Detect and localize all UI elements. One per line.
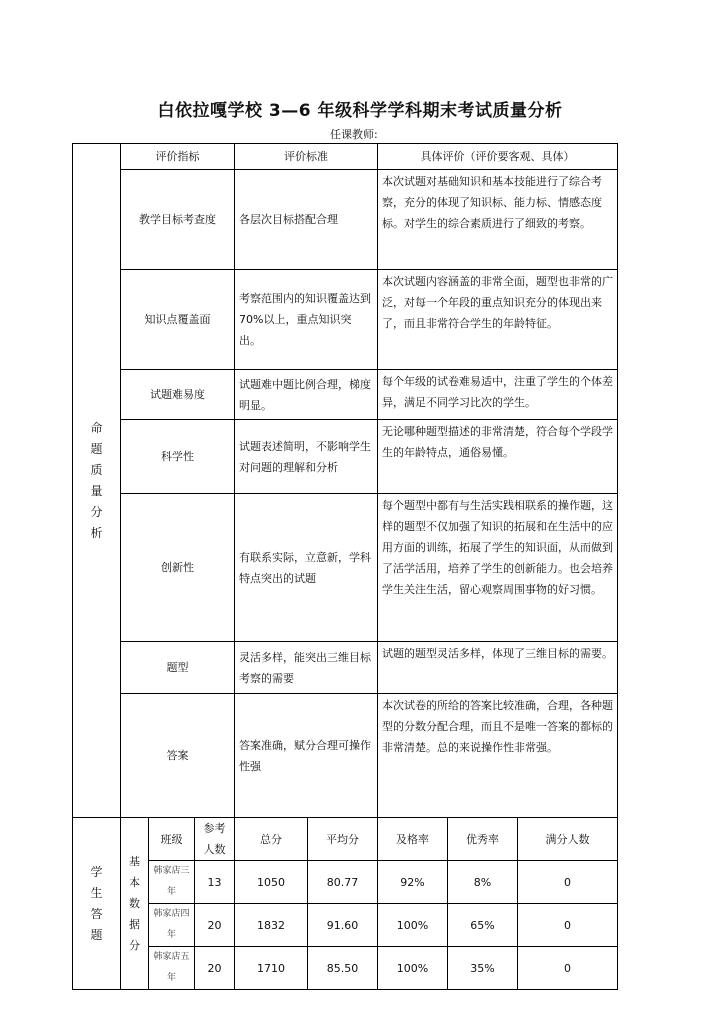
stat-cell-full: 0	[518, 861, 618, 904]
stat-cell-count: 13	[195, 861, 235, 904]
stat-cell-excellent: 35%	[448, 947, 518, 990]
evaluation-cell: 试题的题型灵活多样，体现了三维目标的需要。	[378, 642, 618, 694]
header-indicator: 评价指标	[121, 144, 235, 170]
standard-cell: 试题难中题比例合理，梯度明显。	[235, 370, 378, 420]
header-class: 班级	[149, 818, 195, 861]
indicator-cell: 创新性	[121, 494, 235, 642]
table-row	[73, 370, 618, 420]
stat-cell-count: 20	[195, 904, 235, 947]
header-standard: 评价标准	[235, 144, 378, 170]
class-name-cell: 韩家店五年	[149, 947, 195, 990]
teacher-label: 任课教师:	[330, 128, 378, 141]
table-row	[73, 420, 618, 494]
table-row	[73, 170, 618, 270]
header-pass-rate: 及格率	[378, 818, 448, 861]
section-label-question-quality: 命 题 质 量 分 析	[73, 144, 121, 818]
table-row	[73, 494, 618, 642]
indicator-cell: 科学性	[121, 420, 235, 494]
indicator-cell: 知识点覆盖面	[121, 270, 235, 370]
evaluation-cell: 本次试题内容涵盖的非常全面，题型也非常的广泛，对每一个年段的重点知识充分的体现出来了，而且非常符合学生的年龄特征。	[378, 270, 618, 370]
evaluation-cell: 每个年级的试卷难易适中，注重了学生的个体差异，满足不同学习比次的学生。	[378, 370, 618, 420]
stat-cell-pass: 92%	[378, 861, 448, 904]
stat-cell-avg: 80.77	[308, 861, 378, 904]
stat-cell-excellent: 65%	[448, 904, 518, 947]
indicator-cell: 答案	[121, 694, 235, 818]
table-row	[73, 694, 618, 818]
class-name-cell: 韩家店四年	[149, 904, 195, 947]
header-total: 总分	[235, 818, 308, 861]
analysis-table	[72, 143, 618, 990]
stat-cell-avg: 91.60	[308, 904, 378, 947]
stat-cell-full: 0	[518, 947, 618, 990]
header-evaluation: 具体评价（评价要客观、具体）	[378, 144, 618, 170]
standard-cell: 各层次目标搭配合理	[235, 170, 378, 270]
indicator-cell: 试题难易度	[121, 370, 235, 420]
stat-cell-pass: 100%	[378, 947, 448, 990]
evaluation-cell: 无论哪种题型描述的非常清楚，符合每个学段学生的年龄特点，通俗易懂。	[378, 420, 618, 494]
header-full-score: 满分人数	[518, 818, 618, 861]
sub-label-basic-data: 基 本 数 据 分	[121, 818, 149, 990]
stat-cell-full: 0	[518, 904, 618, 947]
standard-cell: 试题表述简明，不影响学生对问题的理解和分析	[235, 420, 378, 494]
page-title: 白依拉嘎学校 3—6 年级科学学科期末考试质量分析	[157, 101, 563, 121]
evaluation-cell: 每个题型中都有与生活实践相联系的操作题，这样的题型不仅加强了知识的拓展和在生活中的应用方面的训练，拓展了学生的知识面，从而做到了活学活用，培养了学生的创新能力。也会培养学生关注生活，留心观察周围事物的好习惯。	[378, 494, 618, 642]
section-label-student-answers: 学 生 答 题	[73, 818, 121, 990]
stat-cell-pass: 100%	[378, 904, 448, 947]
standard-cell: 灵活多样，能突出三维目标考察的需要	[235, 642, 378, 694]
indicator-cell: 教学目标考查度	[121, 170, 235, 270]
stat-cell-total: 1710	[235, 947, 308, 990]
stat-cell-count: 20	[195, 947, 235, 990]
evaluation-cell: 本次试卷的所给的答案比较准确，合理，各种题型的分数分配合理，而且不是唯一答案的都标的非常清楚。总的来说操作性非常强。	[378, 694, 618, 818]
table-row	[73, 947, 618, 990]
stat-cell-avg: 85.50	[308, 947, 378, 990]
header-excellent-rate: 优秀率	[448, 818, 518, 861]
standard-cell: 答案准确，赋分合理可操作性强	[235, 694, 378, 818]
evaluation-cell: 本次试题对基础知识和基本技能进行了综合考察，充分的体现了知识标、能力标、情感态度标。对学生的综合素质进行了细致的考察。	[378, 170, 618, 270]
header-average: 平均分	[308, 818, 378, 861]
stat-cell-total: 1050	[235, 861, 308, 904]
stat-cell-excellent: 8%	[448, 861, 518, 904]
standard-cell: 有联系实际，立意新，学科特点突出的试题	[235, 494, 378, 642]
table-row	[73, 270, 618, 370]
standard-cell: 考察范围内的知识覆盖达到 70%以上，重点知识突出。	[235, 270, 378, 370]
table-row	[73, 642, 618, 694]
stat-cell-total: 1832	[235, 904, 308, 947]
header-count: 参考人数	[195, 818, 235, 861]
class-name-cell: 韩家店三年	[149, 861, 195, 904]
indicator-cell: 题型	[121, 642, 235, 694]
table-row	[73, 861, 618, 904]
table-row	[73, 904, 618, 947]
